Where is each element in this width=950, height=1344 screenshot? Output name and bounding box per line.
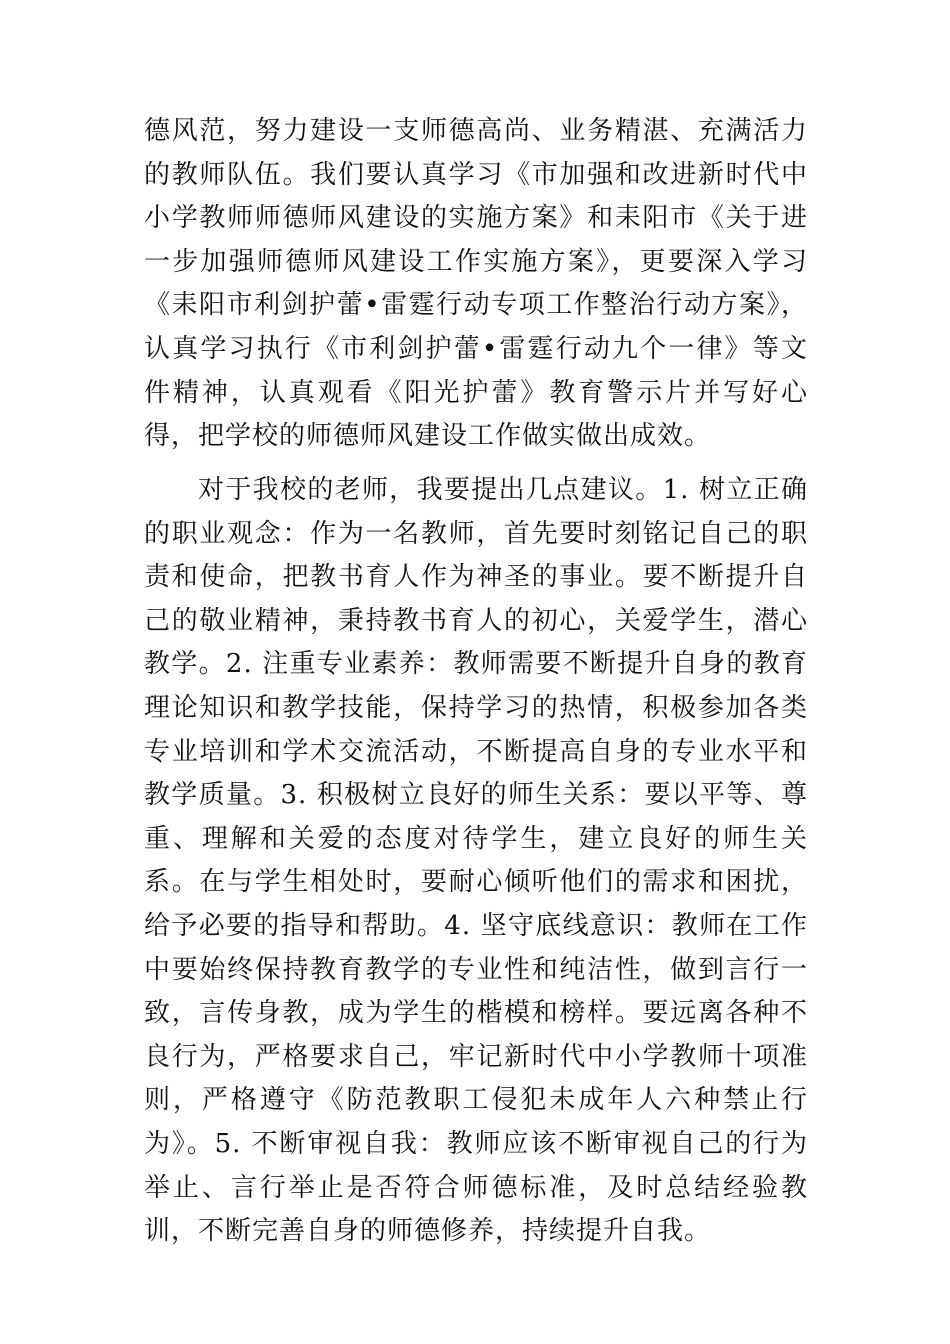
body-paragraph-1: 德风范，努力建设一支师德高尚、业务精湛、充满活力的教师队伍。我们要认真学习《市加强和改进新时代中小学教师师德师风建设的实施方案》和耒阳市《关于进一步加强师德师风建设工作实施方案》，更要深入学习《耒阳市利剑护蕾•雷霆行动专项工作整治行动方案》，认真学习执行《市利剑护蕾•雷霆行动九个一律》等文件精神，认真观看《阳光护蕾》教育警示片并写好心得，把学校的师德师风建设工作做实做出成效。 <box>144 116 808 452</box>
body-paragraph-2: 对于我校的老师，我要提出几点建议。1. 树立正确的职业观念：作为一名教师，首先要时刻铭记自己的职责和使命，把教书育人作为神圣的事业。要不断提升自己的敬业精神，秉持教书育人的初心，关爱学生，潜心教学。2. 注重专业素养：教师需要不断提升自身的教育理论知识和教学技能，保持学习的热情，积极参加各类专业培训和学术交流活动，不断提高自身的专业水平和教学质量。3. 积极树立良好的师生关系：要以平等、尊重、理解和关爱的态度对待学生，建立良好的师生关系。在与学生相处时，要耐心倾听他们的需求和困扰，给予必要的指导和帮助。4. 坚守底线意识：教师在工作中要始终保持教育教学的专业性和纯洁性，做到言行一致，言传身教，成为学生的楷模和榜样。要远离各种不良行为，严格要求自己，牢记新时代中小学教师十项准则，严格遵守《防范教职工侵犯未成年人六种禁止行为》。5. 不断审视自我：教师应该不断审视自己的行为举止、言行举止是否符合师德标准，及时总结经验教训，不断完善自身的师德修养，持续提升自我。 <box>144 475 808 1247</box>
